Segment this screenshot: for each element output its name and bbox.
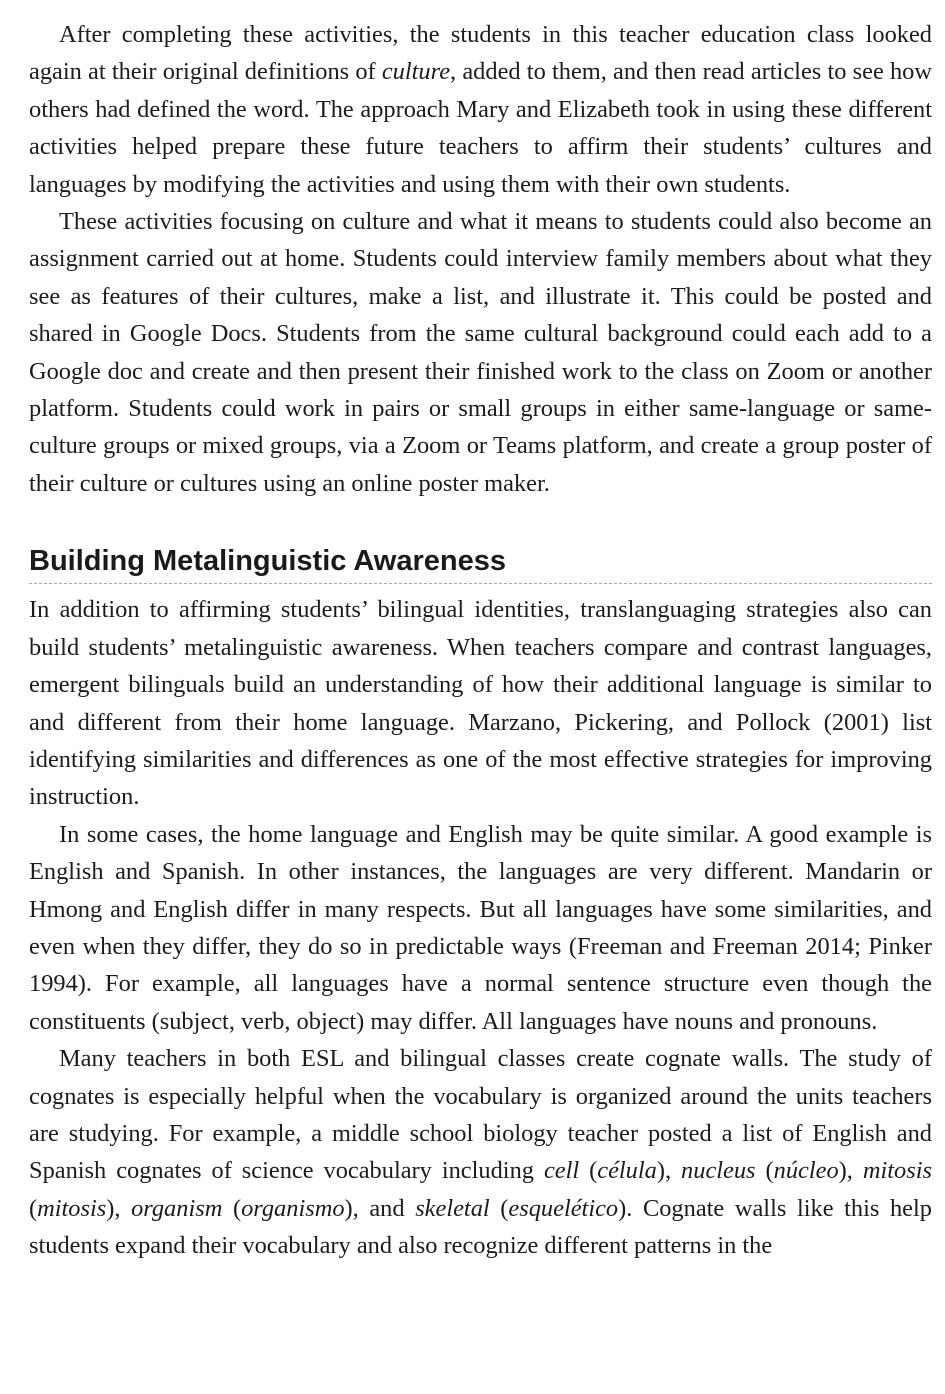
italic-term: célula	[597, 1157, 657, 1185]
text-run: Many teachers in both ESL and bilingual classes create cognate walls. The study of cognates is especially helpful when the vocabulary is organized around the units teachers are studying. For example, a middle school biology teacher posted a list of English and Spanish cognates of science vocabulary including	[29, 1045, 932, 1185]
text-run: ). Cognate walls like this help students expand their vocabulary and also recognize different patterns in the	[29, 1194, 932, 1260]
text-run: ),	[106, 1194, 132, 1222]
text-run: , added to them, and then read articles to see how others had defined the word. The approach Mary and Elizabeth took in using these different activities helped prepare these future teachers to affirm their students’ cultures and languages by modifying the activities and using them with their own students.	[29, 58, 932, 198]
document-page	[29, 16, 932, 1265]
italic-term: organismo	[241, 1194, 345, 1222]
section-heading: Building Metalinguistic Awareness	[29, 543, 932, 584]
paragraph	[29, 203, 932, 502]
paragraph	[29, 816, 932, 1040]
italic-term: mitosis	[37, 1194, 107, 1222]
text-run: ),	[838, 1157, 863, 1185]
paragraph	[29, 1040, 932, 1264]
text-run: ), and	[344, 1194, 416, 1222]
section-body	[29, 591, 932, 1264]
text-run: (	[489, 1194, 509, 1222]
italic-term: nucleus	[681, 1157, 756, 1185]
paragraph	[29, 16, 932, 203]
text-run: (	[755, 1157, 774, 1185]
text-run: (	[579, 1157, 598, 1185]
text-run: In some cases, the home language and English may be quite similar. A good example is English and Spanish. In other instances, the languages are very different. Mandarin or Hmong and English differ in many respects. But all languages have some similarities, and even when they differ, they do so in predictable ways (Freeman and Freeman 2014; Pinker 1994). For example, all languages have a normal sentence structure even though the constituents (subject, verb, object) may differ. All languages have nouns and pronouns.	[29, 820, 932, 1035]
text-run: After completing these activities, the students in this teacher education class looked again at their original definitions of	[29, 21, 932, 86]
italic-term: cell	[543, 1157, 580, 1185]
text-run: ),	[656, 1157, 682, 1185]
text-run: In addition to affirming students’ bilingual identities, translanguaging strategies also can build students’ metalinguistic awareness. When teachers compare and contrast languages, emergent bilinguals build an understanding of how their additional language is similar to and different from their home language. Marzano, Pickering, and Pollock (2001) list identifying similarities and differences as one of the most effective strategies for improving instruction.	[29, 596, 932, 811]
italic-term: skeletal	[415, 1194, 490, 1222]
italic-term: organism	[131, 1194, 223, 1222]
italic-term: esquelético	[508, 1194, 619, 1222]
intro-paragraphs	[29, 16, 932, 502]
paragraph	[29, 591, 932, 815]
italic-term: mitosis	[862, 1157, 932, 1185]
text-run: (	[222, 1194, 242, 1222]
italic-term: culture	[381, 58, 451, 86]
italic-term: núcleo	[773, 1157, 839, 1185]
text-run: (	[29, 1194, 38, 1222]
text-run: These activities focusing on culture and what it means to students could also become an assignment carried out at home. Students could interview family members about what they see as features of their cultures, make a list, and illustrate it. This could be posted and shared in Google Docs. Students from the same cultural background could each add to a Google doc and create and then present their finished work to the class on Zoom or another platform. Students could work in pairs or small groups in either same-language or same-culture groups or mixed groups, via a Zoom or Teams platform, and create a group poster of their culture or cultures using an online poster maker.	[29, 208, 932, 497]
